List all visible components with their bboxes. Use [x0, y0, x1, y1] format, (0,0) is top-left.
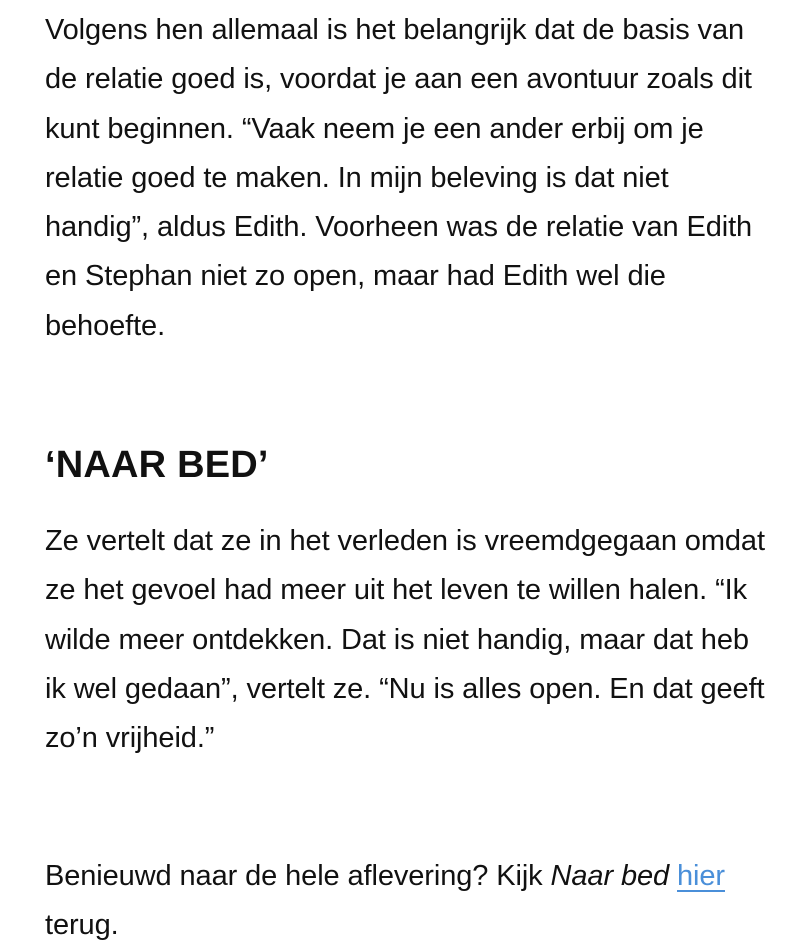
- section-heading: ‘NAAR BED’: [45, 444, 269, 487]
- show-title: Naar bed: [550, 859, 670, 892]
- article-paragraph: Ze vertelt dat ze in het verleden is vreemdgegaan omdat ze het gevoel had meer uit het leven te willen halen. “Ik wilde meer ontdekken. Dat is niet handig, maar dat heb ik wel gedaan”, vertelt ze. “Nu is alles open. En dat geeft zo’n vrijheid.”: [45, 525, 765, 755]
- watch-episode-link[interactable]: hier: [677, 859, 725, 892]
- closing-suffix: terug.: [45, 908, 119, 941]
- article-paragraph: Volgens hen allemaal is het belangrijk dat de basis van de relatie goed is, voordat je aan een avontuur zoals dit kunt beginnen. “Vaak neem je een ander erbij om je relatie goed te maken. In mijn beleving is dat niet handig”, aldus Edith. Voorheen was de relatie van Edith en Stephan niet zo open, maar had Edith wel die behoefte.: [45, 14, 753, 342]
- article-body: [45, 6, 765, 950]
- closing-prefix: Benieuwd naar de hele aflevering? Kijk: [45, 859, 551, 892]
- closing-paragraph: [45, 852, 765, 950]
- line-break-spacer: [669, 860, 677, 892]
